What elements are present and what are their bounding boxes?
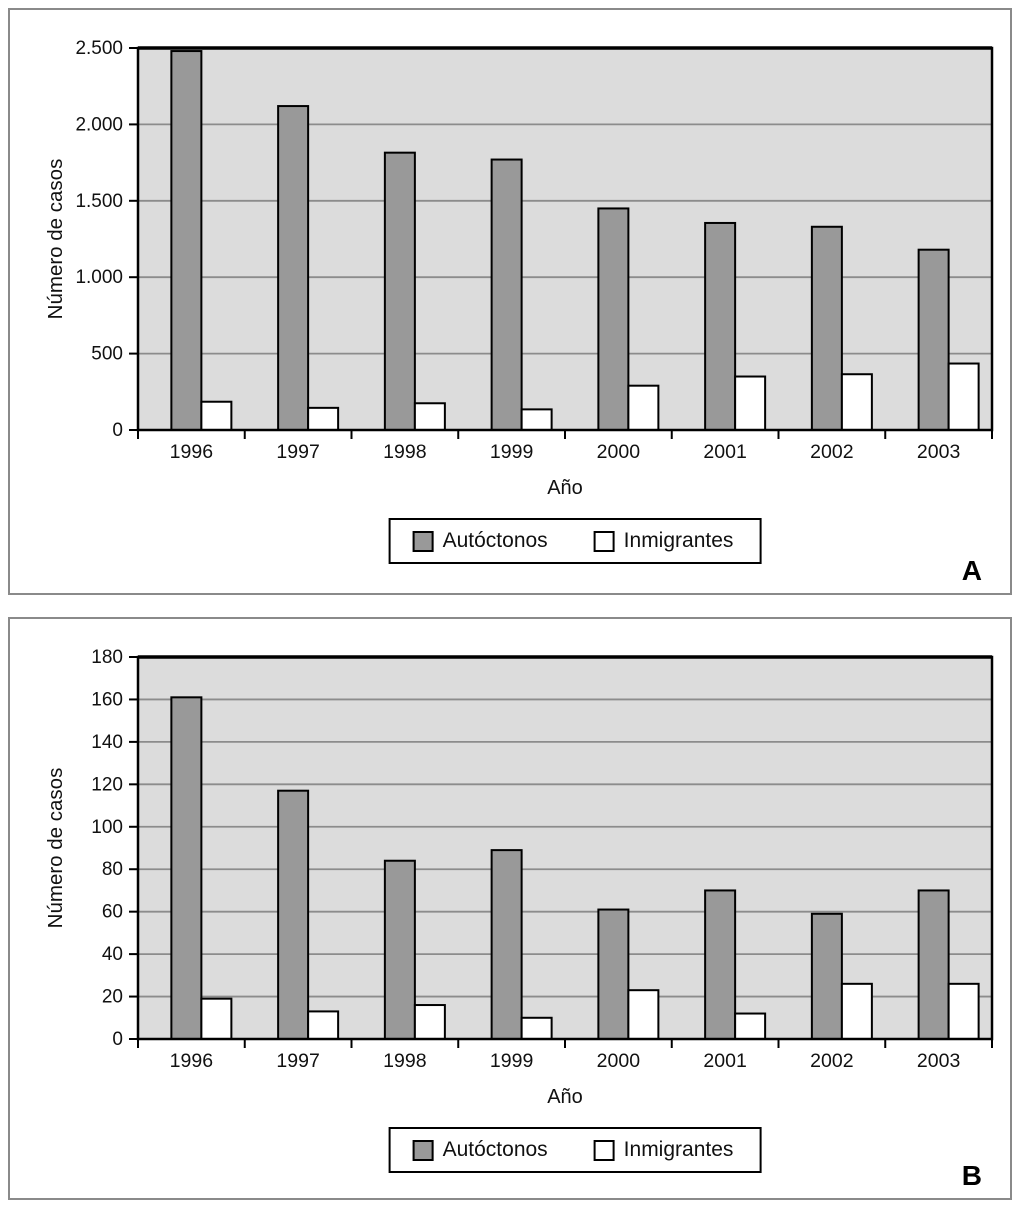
bar-inmigrantes-2002 — [842, 984, 872, 1039]
bar-inmigrantes-1998 — [415, 1005, 445, 1039]
y-tick-label: 120 — [91, 774, 123, 796]
bar-inmigrantes-2000 — [628, 990, 658, 1039]
bar-inmigrantes-1997 — [308, 408, 338, 430]
x-tick-label: 2001 — [703, 1050, 747, 1072]
x-tick-label: 2000 — [596, 441, 641, 463]
legend-swatch-inmigrantes-icon — [594, 1140, 615, 1161]
legend-label-inmigrantes: Inmigrantes — [623, 529, 734, 552]
y-tick-label: 500 — [91, 343, 123, 365]
bar-inmigrantes-1998 — [415, 403, 445, 430]
x-tick-label: 1999 — [489, 441, 534, 463]
y-tick-label: 1.000 — [75, 267, 123, 289]
bar-autóctonos-1996 — [171, 51, 201, 430]
x-tick-label: 1997 — [276, 1050, 320, 1072]
bar-autóctonos-1996 — [171, 697, 201, 1039]
plot-area — [138, 657, 992, 1039]
y-tick-label: 1.500 — [75, 190, 123, 212]
y-tick-label: 60 — [101, 901, 123, 923]
y-tick-label: 180 — [91, 647, 123, 668]
x-tick-label: 2002 — [810, 441, 854, 463]
legend-item-inmigrantes — [594, 529, 734, 553]
x-axis-title: Año — [547, 1086, 583, 1108]
x-tick-label: 1996 — [169, 441, 214, 463]
bar-inmigrantes-1996 — [201, 402, 231, 430]
y-axis-title: Número de casos — [44, 158, 67, 320]
bar-autóctonos-2001 — [705, 223, 735, 430]
panel-letter-b: B — [961, 1160, 982, 1191]
bar-autóctonos-2000 — [598, 208, 628, 430]
figure-panel-a — [8, 8, 1012, 595]
x-tick-label: 2003 — [916, 1050, 961, 1072]
y-tick-label: 0 — [112, 420, 123, 441]
bar-autóctonos-2001 — [705, 890, 735, 1039]
bar-autóctonos-1997 — [278, 791, 308, 1039]
bar-inmigrantes-2001 — [735, 377, 765, 430]
bar-autóctonos-2003 — [919, 890, 949, 1039]
x-tick-label: 1998 — [383, 1050, 427, 1072]
y-axis-title: Número de casos — [44, 767, 67, 929]
bar-inmigrantes-1999 — [522, 409, 552, 430]
y-tick-label: 2.500 — [75, 38, 123, 59]
bar-autóctonos-1998 — [385, 153, 415, 430]
y-tick-label: 80 — [101, 859, 123, 881]
x-tick-label: 2000 — [596, 1050, 641, 1072]
y-tick-label: 20 — [101, 986, 123, 1008]
legend-swatch-autoctonos-icon — [413, 531, 434, 552]
bar-inmigrantes-1997 — [308, 1011, 338, 1039]
bar-autóctonos-1998 — [385, 861, 415, 1039]
panel-letter-a: A — [961, 555, 982, 586]
x-tick-label: 2003 — [916, 441, 961, 463]
legend-swatch-inmigrantes-icon — [594, 531, 615, 552]
bar-autóctonos-2002 — [812, 227, 842, 430]
bar-autóctonos-1997 — [278, 106, 308, 430]
chart-a — [10, 10, 1010, 510]
legend-item-autoctonos — [413, 1138, 548, 1162]
legend-a — [389, 518, 762, 564]
bar-inmigrantes-2000 — [628, 386, 658, 430]
x-tick-label: 2002 — [810, 1050, 854, 1072]
figure-panel-b — [8, 617, 1012, 1200]
legend-b — [389, 1127, 762, 1173]
y-tick-label: 0 — [112, 1029, 123, 1050]
x-tick-label: 2001 — [703, 441, 747, 463]
bar-autóctonos-1999 — [492, 850, 522, 1039]
legend-label-autoctonos: Autóctonos — [442, 1138, 548, 1161]
bar-inmigrantes-2003 — [949, 984, 979, 1039]
y-tick-label: 40 — [101, 944, 123, 966]
y-tick-label: 160 — [91, 689, 123, 711]
x-tick-label: 1999 — [489, 1050, 534, 1072]
legend-item-inmigrantes — [594, 1138, 734, 1162]
chart-b — [10, 619, 1010, 1119]
x-tick-label: 1997 — [276, 441, 320, 463]
x-axis-title: Año — [547, 477, 583, 499]
legend-label-inmigrantes: Inmigrantes — [623, 1138, 734, 1161]
bar-autóctonos-1999 — [492, 160, 522, 430]
bar-inmigrantes-1996 — [201, 999, 231, 1039]
legend-item-autoctonos — [413, 529, 548, 553]
bar-inmigrantes-2003 — [949, 364, 979, 430]
x-tick-label: 1998 — [383, 441, 427, 463]
bar-autóctonos-2003 — [919, 250, 949, 430]
legend-label-autoctonos: Autóctonos — [442, 529, 548, 552]
bar-autóctonos-2000 — [598, 910, 628, 1039]
plot-area — [138, 48, 992, 430]
bar-inmigrantes-1999 — [522, 1018, 552, 1039]
y-tick-label: 140 — [91, 731, 123, 753]
legend-swatch-autoctonos-icon — [413, 1140, 434, 1161]
y-tick-label: 100 — [91, 816, 123, 838]
bar-inmigrantes-2001 — [735, 1014, 765, 1039]
x-tick-label: 1996 — [169, 1050, 214, 1072]
bar-inmigrantes-2002 — [842, 374, 872, 430]
y-tick-label: 2.000 — [75, 114, 123, 136]
bar-autóctonos-2002 — [812, 914, 842, 1039]
